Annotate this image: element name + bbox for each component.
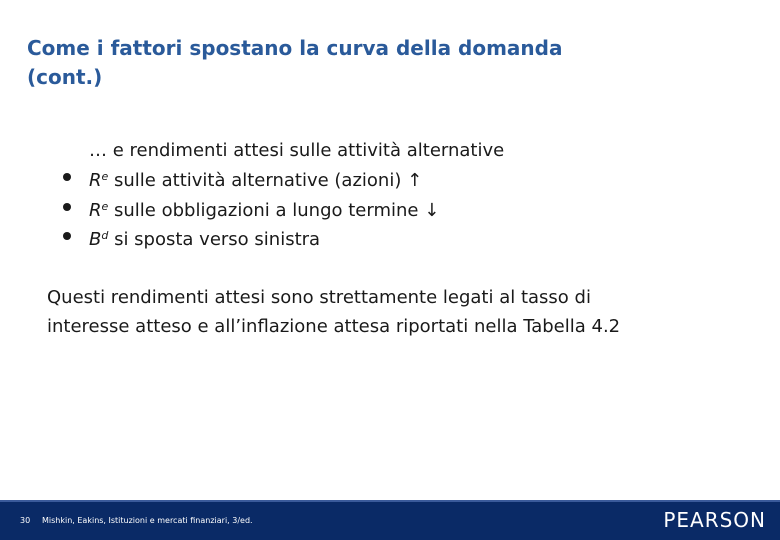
intro-text: … e rendimenti attesi sulle attività alternative — [89, 140, 505, 161]
page-number: 30 — [20, 516, 31, 525]
bullet-label: sulle obbligazioni a lungo termine ↓ — [108, 199, 440, 221]
bullet-symbol: R — [89, 199, 102, 221]
bullet-superscript: e — [101, 199, 109, 213]
bullet-label: sulle attività alternative (azioni) ↑ — [108, 170, 423, 191]
bullet-symbol: R — [89, 170, 102, 191]
bullet-superscript: d — [101, 229, 109, 242]
paragraph-line1: Questi rendimenti attesi sono strettamente legati al tasso di — [47, 287, 591, 308]
bullet-dot-icon — [63, 203, 71, 211]
slide-title — [27, 34, 747, 92]
bullet-text — [89, 166, 422, 192]
bullet-dot-icon — [63, 173, 71, 181]
bullet-label: si sposta verso sinistra — [108, 229, 321, 250]
bullet-superscript: e — [101, 170, 109, 183]
explanation-paragraph — [47, 283, 747, 341]
pearson-logo: PEARSON — [663, 508, 766, 532]
bullet-symbol: B — [89, 229, 102, 250]
bullet-text — [89, 225, 320, 251]
bullet-dot-icon — [63, 232, 71, 240]
footer-divider — [0, 500, 780, 502]
footer-citation: Mishkin, Eakins, Istituzioni e mercati finanziari, 3/ed. — [42, 516, 253, 525]
footer-bar — [0, 500, 780, 540]
slide-title-line2: (cont.) — [27, 65, 103, 89]
bullet-text — [89, 196, 439, 222]
slide-title-line1: Come i fattori spostano la curva della domanda — [27, 36, 563, 60]
paragraph-line2: interesse atteso e all’inflazione attesa riportati nella Tabella 4.2 — [47, 316, 621, 337]
